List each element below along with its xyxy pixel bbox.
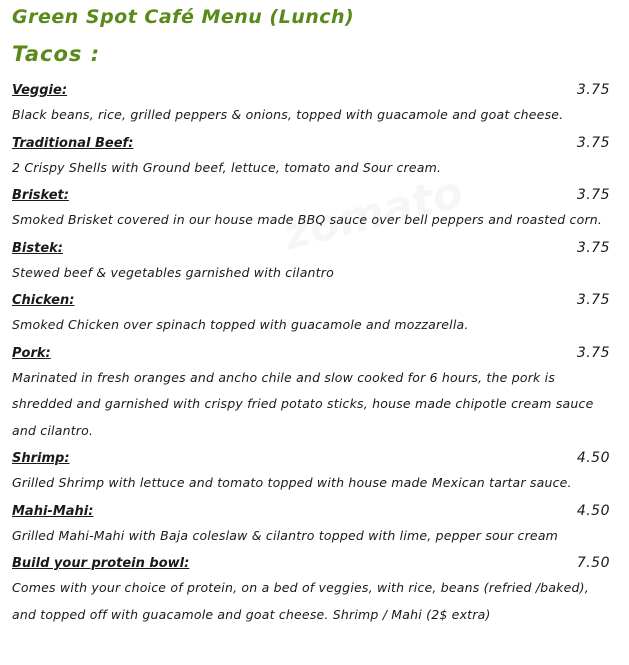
item-price: 3.75 [576,187,610,203]
item-name: Traditional Beef: [12,135,134,151]
item-description: Black beans, rice, grilled peppers & onions, topped with guacamole and goat cheese. [12,107,564,122]
item-name: Mahi-Mahi: [12,503,94,519]
item-description: Marinated in fresh oranges and ancho chile and slow cooked for 6 hours, the pork is shredded and garnished with crispy fried potato sticks, house made chipotle cream sauce and cilantro. [12,369,594,438]
item-price: 4.50 [576,502,610,519]
item-description: Stewed beef & vegetables garnished with cilantro [12,264,334,280]
menu-item [12,446,612,499]
item-description: 2 Crispy Shells with Ground beef, lettuce, tomato and Sour cream. [12,159,442,175]
section-heading: Tacos : [12,42,101,66]
item-price: 3.75 [576,292,610,308]
menu-item [12,183,612,236]
item-name: Pork: [12,345,51,361]
item-description: Smoked Brisket covered in our house made BBQ sauce over bell peppers and roasted corn. [12,212,603,227]
menu-item [12,236,612,289]
menu-item [12,499,612,552]
menu-item [12,341,612,447]
item-price: 4.50 [576,450,610,466]
item-price: 7.50 [576,555,610,571]
menu-item [12,131,612,184]
item-price: 3.75 [576,344,610,361]
item-description: Smoked Chicken over spinach topped with guacamole and mozzarella. [12,317,469,332]
item-name: Bistek: [12,240,63,256]
item-name: Veggie: [12,83,68,98]
menu-item [12,551,612,630]
item-name: Build your protein bowl: [12,556,190,571]
item-name: Brisket: [12,188,69,203]
menu-title: Green Spot Café Menu (Lunch) [12,6,355,28]
item-description: Grilled Mahi-Mahi with Baja coleslaw & cilantro topped with lime, pepper sour cream [12,527,559,543]
menu-item [12,78,612,131]
item-price: 3.75 [576,82,610,98]
item-name: Chicken: [12,293,75,308]
menu-item [12,288,612,341]
menu-items [12,78,612,630]
item-price: 3.75 [576,134,610,151]
item-description: Grilled Shrimp with lettuce and tomato topped with house made Mexican tartar sauce. [12,475,572,490]
item-description: Comes with your choice of protein, on a bed of veggies, with rice, beans (refried /baked), and topped off with guacamole and goat cheese. Shrimp / Mahi (2$ extra) [12,580,589,622]
item-price: 3.75 [576,239,610,256]
item-name: Shrimp: [12,451,70,466]
